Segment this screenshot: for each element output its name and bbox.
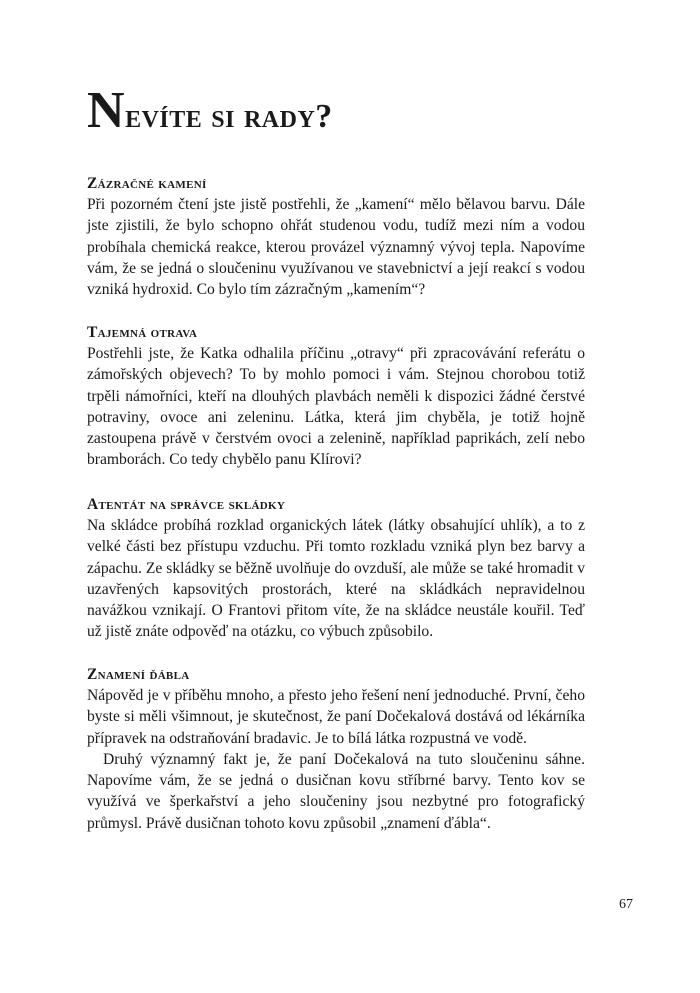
section-tajemna-otrava [87, 322, 585, 471]
section-heading: Tajemná otrava [87, 324, 198, 341]
section-atentat-na-spravce-skladky [87, 494, 585, 643]
title-initial: N [87, 82, 126, 139]
page-text-block [87, 0, 585, 993]
section-paragraph: Na skládce probíhá rozklad organických látek (látky obsahující uhlík), a to z velké části bez přístupu vzduchu. Při tomto rozkladu vzniká plyn bez barvy a zápachu. Ze skládky se běžně uvolňuje do ovzduší, ale může se také hromadit v uzavřených kapsovitých prostorách, které na skládkách nepravidelnou navážkou vznikají. O Frantovi přitom víte, že na skládce neustále kouřil. Teď už jistě znáte odpověď na otázku, co výbuch způsobilo. [87, 517, 585, 641]
section-paragraph: Nápověd je v příběhu mnoho, a přesto jeho řešení není jednoduché. První, čeho byste si měli všimnout, je skutečnost, že paní Dočekalová dostává od lékárníka přípravek na odstraňování bradavic. Je to bílá látka rozpustná ve vodě. [87, 687, 585, 747]
section-paragraph: Druhý významný fakt je, že paní Dočekalová na tuto sloučeninu sáhne. Napovíme vám, že se jedná o dusičnan kovu stříbrné barvy. Tento kov se využívá ve šperkařství a jeho sloučeniny jsou nezbytné pro fotografický průmysl. Právě dusičnan tohoto kovu způsobil „znamení ďábla“. [87, 750, 585, 832]
section-paragraph: Postřehli jste, že Katka odhalila příčinu „otravy“ při zpracovávání referátu o zámořských objevech? To by mohlo pomoci i vám. Stejnou chorobou totiž trpěli námořníci, kteří na dlouhých plavbách neměli k dispozici žádné čerstvé potraviny, ovoce ani zeleninu. Látka, která jim chyběla, je totiž hojně zastoupena právě v čerstvém ovoci a zelenině, například paprikách, zelí nebo bramborách. Co tedy chybělo panu Klírovi? [87, 345, 585, 469]
page-number: 67 [619, 897, 633, 912]
section-paragraph: Při pozorném čtení jste jistě postřehli, že „kamení“ mělo bělavou barvu. Dále jste zjistili, že bylo schopno ohřát studenou vodu, tudíž mezi ním a vodou probíhala chemická reakce, kterou provázel významný vývoj tepla. Napovíme vám, že se jedná o sloučeninu využívanou ve stavebnictví a její reakcí s vodou vzniká hydroxid. Co bylo tím zázračným „kamením“? [87, 196, 585, 298]
section-heading: Zázračné kamení [87, 175, 207, 192]
page-title [87, 82, 333, 142]
section-znameni-dabla [87, 664, 585, 834]
title-rest: evíte si rady? [125, 98, 333, 135]
section-heading: Znamení ďábla [87, 666, 190, 683]
section-heading: Atentát na správce skládky [87, 496, 286, 513]
section-zazracne-kameni [87, 173, 585, 300]
